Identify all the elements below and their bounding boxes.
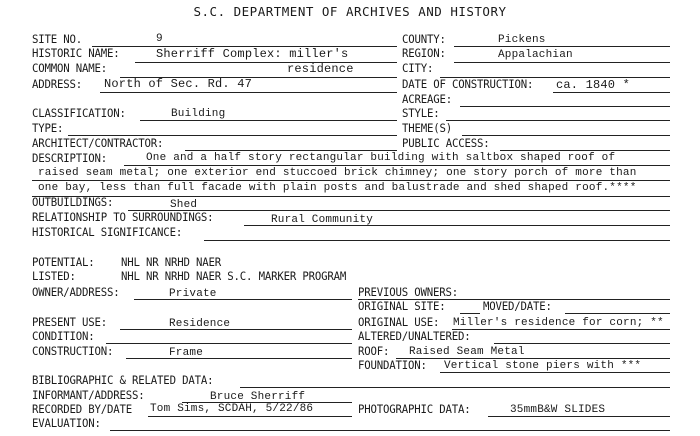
county-line (454, 46, 670, 47)
common-name-label: COMMON NAME: (32, 61, 108, 75)
architect-line (185, 150, 397, 151)
potential-label: POTENTIAL: (32, 255, 95, 269)
potential-options: NHL NR NRHD NAER (121, 255, 222, 269)
theme-line (462, 135, 670, 136)
present-use-line (120, 329, 352, 330)
address-line (100, 92, 397, 93)
historic-name-value: Sherriff Complex: miller's (156, 47, 349, 61)
description-line-1: One and a half story rectangular building with saltbox shaped roof of (146, 152, 616, 164)
relationship-value: Rural Community (271, 214, 374, 226)
photographic-data-value: 35mmB&W SLIDES (510, 404, 606, 416)
region-label: REGION: (402, 46, 446, 60)
historic-name-line (135, 62, 397, 63)
previous-owners-label: PREVIOUS OWNERS: (358, 285, 459, 299)
recorded-by-value: Tom Sims, SCDAH, 5/22/86 (150, 403, 314, 415)
photographic-data-line (488, 416, 670, 417)
description-line-2: raised seam metal; one exterior end stuccoed brick chimney; one story porch of more than (38, 167, 637, 179)
county-label: COUNTY: (402, 32, 446, 46)
original-site-line (460, 313, 480, 314)
type-label: TYPE: (32, 121, 64, 135)
condition-label: CONDITION: (32, 329, 95, 343)
photographic-data-label: PHOTOGRAPHIC DATA: (358, 402, 471, 416)
address-value: North of Sec. Rd. 47 (104, 77, 253, 91)
altered-label: ALTERED/UNALTERED: (358, 329, 471, 343)
acreage-line (460, 106, 670, 107)
recorded-by-label: RECORDED BY/DATE (32, 402, 133, 416)
moved-date-line (565, 313, 670, 314)
construction-label: CONSTRUCTION: (32, 344, 114, 358)
owner-address-value: Private (169, 288, 217, 300)
address-label: ADDRESS: (32, 77, 83, 91)
date-of-construction-label: DATE OF CONSTRUCTION: (402, 77, 534, 91)
common-name-value: residence (287, 62, 354, 76)
altered-line (494, 343, 670, 344)
public-access-line (500, 150, 670, 151)
foundation-label: FOUNDATION: (358, 358, 427, 372)
historic-name-label: HISTORIC NAME: (32, 46, 120, 60)
acreage-label: ACREAGE: (402, 92, 453, 106)
foundation-value: Vertical stone piers with *** (444, 360, 642, 372)
roof-line (396, 358, 670, 359)
listed-options: NHL NR NRHD NAER S.C. MARKER PROGRAM (121, 269, 347, 283)
region-value: Appalachian (498, 49, 573, 61)
foundation-line (440, 372, 670, 373)
description-rule-2 (32, 180, 670, 181)
present-use-label: PRESENT USE: (32, 315, 108, 329)
historical-significance-line (204, 240, 670, 241)
construction-value: Frame (169, 347, 204, 359)
theme-label: THEME(S) (402, 121, 453, 135)
original-use-line (452, 329, 670, 330)
informant-value: Bruce Sherriff (210, 391, 306, 403)
roof-label: ROOF: (358, 344, 390, 358)
outbuildings-value: Shed (170, 199, 198, 211)
classification-line (140, 120, 397, 121)
style-line (446, 120, 670, 121)
present-use-value: Residence (169, 318, 231, 330)
bibliographic-label: BIBLIOGRAPHIC & RELATED DATA: (32, 373, 214, 387)
classification-label: CLASSIFICATION: (32, 106, 126, 120)
evaluation-line (110, 430, 670, 431)
date-of-construction-value: ca. 1840 * (556, 78, 631, 92)
moved-date-label: MOVED/DATE: (483, 299, 552, 313)
date-of-construction-line (553, 92, 670, 93)
county-value: Pickens (498, 34, 546, 46)
city-label: CITY: (402, 61, 434, 75)
owner-address-label: OWNER/ADDRESS: (32, 285, 120, 299)
architect-label: ARCHITECT/CONTRACTOR: (32, 136, 164, 150)
listed-label: LISTED: (32, 269, 76, 283)
condition-line (106, 343, 352, 344)
form-title: S.C. DEPARTMENT OF ARCHIVES AND HISTORY (193, 4, 507, 19)
public-access-label: PUBLIC ACCESS: (402, 136, 490, 150)
owner-address-line (134, 299, 352, 300)
original-use-label: ORIGINAL USE: (358, 315, 440, 329)
description-label: DESCRIPTION: (32, 151, 108, 165)
informant-label: INFORMANT/ADDRESS: (32, 388, 145, 402)
classification-value: Building (171, 108, 226, 120)
original-site-label: ORIGINAL SITE: (358, 299, 446, 313)
site-no-label: SITE NO. (32, 32, 83, 46)
recorded-by-line (148, 416, 352, 417)
description-rule-3 (32, 196, 670, 197)
region-line (454, 62, 670, 63)
original-use-value: Miller's residence for corn; ** (453, 317, 664, 329)
bibliographic-line (240, 387, 670, 388)
description-line-3: one bay, less than full facade with plain posts and balustrade and shed shaped roof.**** (38, 182, 637, 194)
construction-line (126, 358, 352, 359)
outbuildings-label: OUTBUILDINGS: (32, 195, 114, 209)
description-rule-1 (124, 165, 670, 166)
historical-significance-label: HISTORICAL SIGNIFICANCE: (32, 225, 183, 239)
style-label: STYLE: (402, 106, 440, 120)
site-no-value: 9 (156, 33, 163, 45)
evaluation-label: EVALUATION: (32, 416, 101, 430)
relationship-label: RELATIONSHIP TO SURROUNDINGS: (32, 210, 214, 224)
roof-value: Raised Seam Metal (409, 346, 525, 358)
